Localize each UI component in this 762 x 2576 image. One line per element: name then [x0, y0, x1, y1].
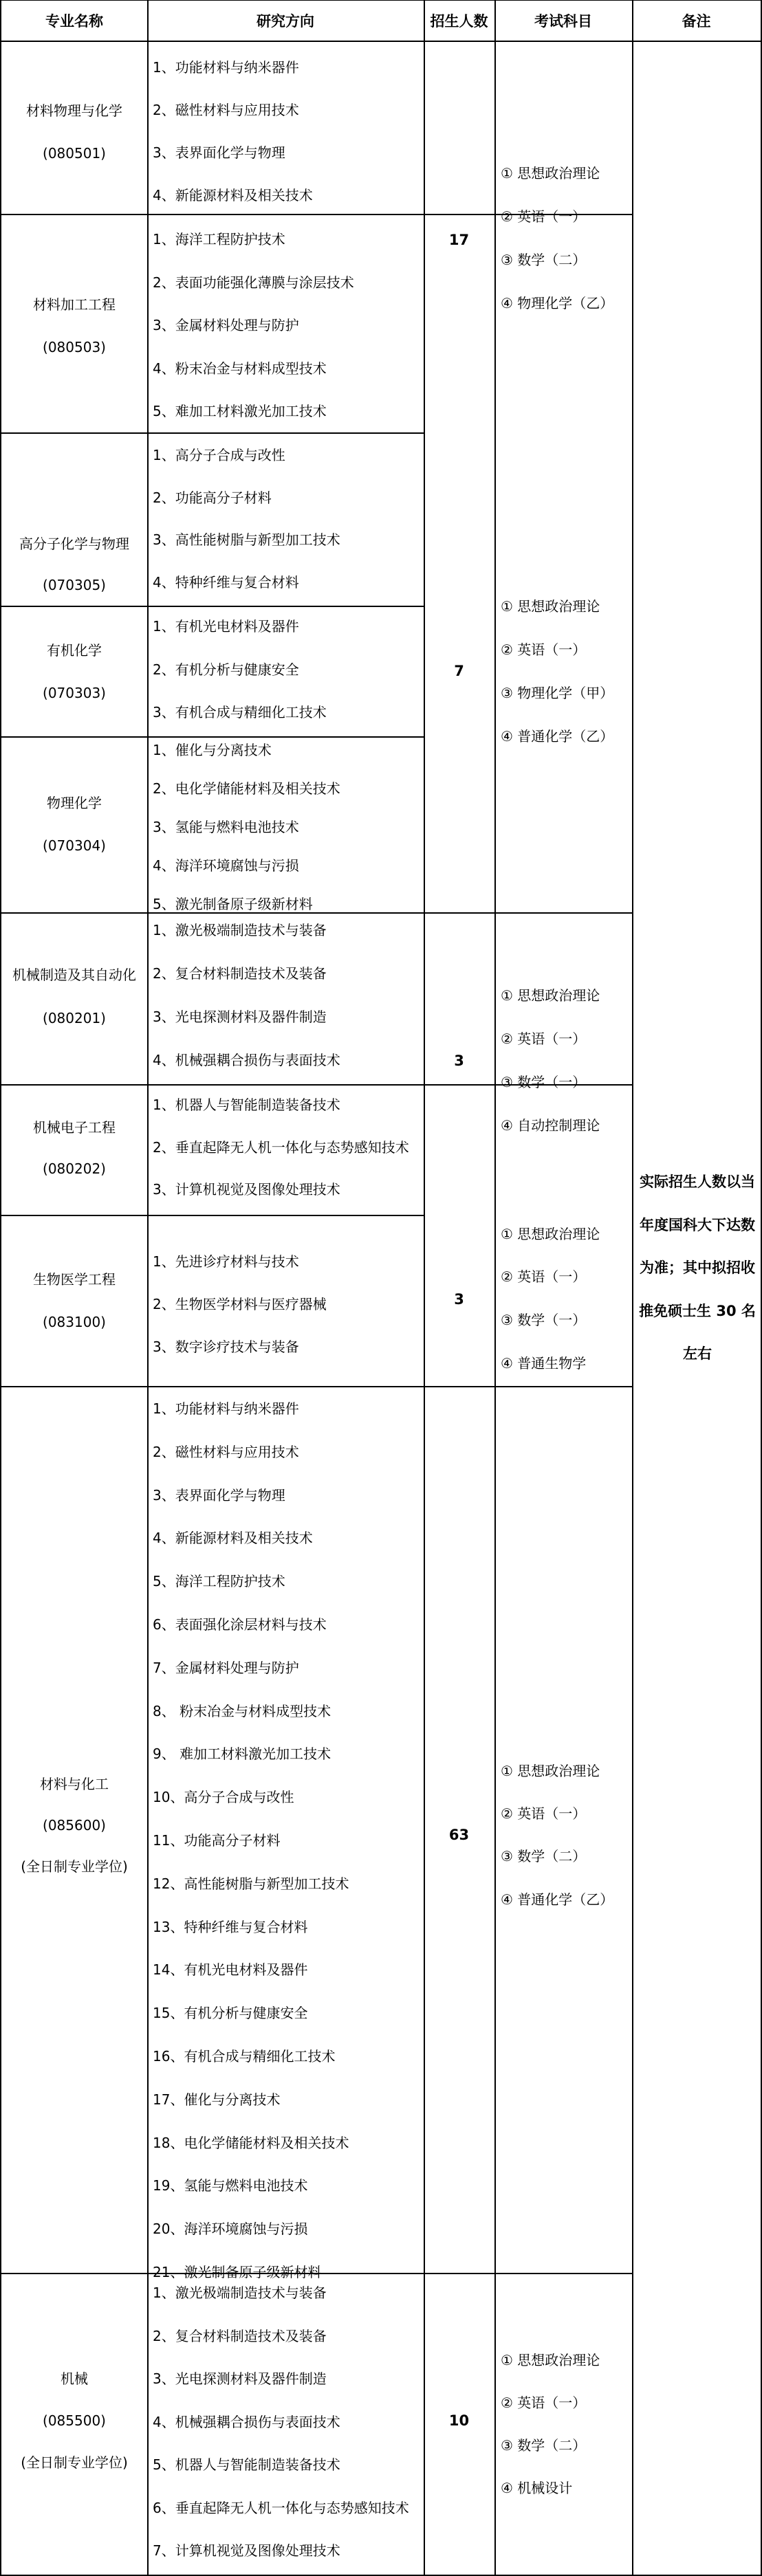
exam-subject: ① 思想政治理论	[501, 1763, 600, 1779]
research-direction-item: 2、表面功能强化薄膜与涂层技术	[153, 274, 354, 291]
quota-value: 3	[454, 1291, 464, 1308]
research-direction-item: 1、催化与分离技术	[153, 742, 272, 758]
research-direction-item: 1、有机光电材料及器件	[153, 618, 299, 635]
research-direction-item: 3、氢能与燃料电池技术	[153, 819, 299, 835]
grid-row-line	[0, 41, 762, 42]
research-direction-item: 3、有机合成与精细化工技术	[153, 704, 327, 720]
research-direction-item: 2、磁性材料与应用技术	[153, 1444, 299, 1460]
research-direction-item: 11、功能高分子材料	[153, 1832, 281, 1849]
major-code: (080501)	[43, 145, 106, 162]
research-direction-item: 1、功能材料与纳米器件	[153, 1400, 299, 1417]
remark-line: 为准；其中拟招收	[640, 1259, 755, 1276]
research-direction-item: 21、激光制备原子级新材料	[153, 2264, 322, 2280]
research-direction-item: 18、电化学储能材料及相关技术	[153, 2135, 349, 2151]
exam-subject: ② 英语（一）	[501, 1031, 587, 1047]
exam-subject: ③ 数学（一）	[501, 1312, 587, 1328]
remark-line: 实际招生人数以当	[640, 1174, 755, 1190]
major-name: 机械制造及其自动化	[12, 967, 136, 983]
header-quota: 招生人数	[430, 13, 488, 30]
exam-subject: ② 英语（一）	[501, 2395, 587, 2411]
header-direction: 研究方向	[257, 13, 314, 30]
research-direction-item: 6、表面强化涂层材料与技术	[153, 1616, 327, 1633]
research-direction-item: 3、数字诊疗技术与装备	[153, 1339, 299, 1355]
research-direction-item: 7、金属材料处理与防护	[153, 1660, 299, 1676]
exam-subject: ① 思想政治理论	[501, 2352, 600, 2368]
research-direction-item: 4、特种纤维与复合材料	[153, 574, 299, 591]
research-direction-item: 1、功能材料与纳米器件	[153, 59, 299, 76]
major-degree: (全日制专业学位)	[21, 1858, 128, 1875]
research-direction-item: 2、复合材料制造技术及装备	[153, 2328, 327, 2344]
major-code: (080202)	[43, 1160, 106, 1177]
major-code: (083100)	[43, 1314, 106, 1330]
grid-row-line	[1, 736, 424, 738]
research-direction-item: 3、高性能树脂与新型加工技术	[153, 531, 340, 548]
exam-subject: ④ 普通生物学	[501, 1355, 587, 1372]
major-name: 生物医学工程	[33, 1271, 116, 1288]
exam-subject: ② 英语（一）	[501, 1268, 587, 1285]
grid-column-line	[424, 0, 425, 2576]
quota-value: 7	[454, 663, 464, 679]
research-direction-item: 17、催化与分离技术	[153, 2091, 281, 2108]
research-direction-item: 2、功能高分子材料	[153, 489, 272, 506]
exam-subject: ③ 数学（二）	[501, 2437, 587, 2454]
research-direction-item: 3、金属材料处理与防护	[153, 317, 299, 333]
remark-line: 左右	[683, 1345, 712, 1362]
major-code: (070303)	[43, 685, 106, 701]
grid-row-line	[0, 0, 762, 1]
grid-column-line	[632, 0, 633, 2576]
research-direction-item: 2、生物医学材料与医疗器械	[153, 1296, 327, 1312]
major-name: 机械电子工程	[33, 1119, 116, 1136]
exam-subject: ③ 数学（二）	[501, 1848, 587, 1864]
research-direction-item: 5、海洋工程防护技术	[153, 1573, 285, 1589]
research-direction-item: 2、电化学储能材料及相关技术	[153, 780, 340, 797]
research-direction-item: 6、垂直起降无人机一体化与态势感知技术	[153, 2500, 409, 2516]
header-note: 备注	[682, 13, 711, 30]
major-name: 材料物理与化学	[26, 102, 122, 119]
major-name: 有机化学	[47, 642, 102, 659]
research-direction-item: 12、高性能树脂与新型加工技术	[153, 1875, 349, 1892]
research-direction-item: 15、有机分析与健康安全	[153, 2005, 308, 2021]
research-direction-item: 5、激光制备原子级新材料	[153, 896, 313, 912]
research-direction-item: 5、难加工材料激光加工技术	[153, 403, 327, 419]
grid-row-line	[1, 606, 424, 607]
exam-subject: ④ 机械设计	[501, 2480, 573, 2496]
remark-line: 推免硕士生 30 名	[639, 1303, 756, 1319]
quota-value: 63	[448, 1827, 470, 1843]
major-name: 物理化学	[47, 795, 102, 811]
research-direction-item: 3、光电探测材料及器件制造	[153, 1009, 327, 1025]
exam-subject: ① 思想政治理论	[501, 1226, 600, 1242]
grid-row-line	[1, 432, 424, 434]
research-direction-item: 8、 粉末冶金与材料成型技术	[153, 1703, 331, 1719]
research-direction-item: 16、有机合成与精细化工技术	[153, 2048, 336, 2065]
remark-line: 年度国科大下达数	[640, 1217, 755, 1233]
major-code: (070304)	[43, 837, 106, 854]
research-direction-item: 5、机器人与智能制造装备技术	[153, 2456, 340, 2473]
exam-subject: ① 思想政治理论	[501, 598, 600, 615]
grid-row-line	[1, 1215, 424, 1216]
exam-subject: ② 英语（一）	[501, 641, 587, 658]
major-name: 材料与化工	[40, 1776, 109, 1792]
exam-subject: ③ 数学（一）	[501, 1074, 587, 1090]
research-direction-item: 20、海洋环境腐蚀与污损	[153, 2221, 308, 2237]
research-direction-item: 4、海洋环境腐蚀与污损	[153, 857, 299, 874]
major-name: 机械	[61, 2370, 88, 2387]
research-direction-item: 7、计算机视觉及图像处理技术	[153, 2542, 340, 2559]
research-direction-item: 4、粉末冶金与材料成型技术	[153, 360, 327, 377]
research-direction-item: 1、海洋工程防护技术	[153, 231, 285, 247]
major-code: (080503)	[43, 339, 106, 355]
major-code: (080201)	[43, 1010, 106, 1026]
research-direction-item: 9、 难加工材料激光加工技术	[153, 1746, 331, 1762]
research-direction-item: 2、垂直起降无人机一体化与态势感知技术	[153, 1139, 409, 1156]
research-direction-item: 2、有机分析与健康安全	[153, 661, 299, 678]
research-direction-item: 1、机器人与智能制造装备技术	[153, 1097, 340, 1113]
exam-subject: ① 思想政治理论	[501, 987, 600, 1004]
major-name: 材料加工工程	[33, 296, 116, 313]
quota-value: 10	[448, 2412, 470, 2429]
research-direction-item: 2、磁性材料与应用技术	[153, 102, 299, 118]
major-code: (085500)	[43, 2412, 106, 2429]
research-direction-item: 2、复合材料制造技术及装备	[153, 965, 327, 982]
exam-subject: ② 英语（一）	[501, 208, 587, 225]
exam-subject: ③ 物理化学（甲）	[501, 685, 614, 701]
research-direction-item: 13、特种纤维与复合材料	[153, 1919, 308, 1935]
research-direction-item: 3、计算机视觉及图像处理技术	[153, 1181, 340, 1198]
research-direction-item: 4、新能源材料及相关技术	[153, 1530, 313, 1546]
research-direction-item: 4、机械强耦合损伤与表面技术	[153, 1052, 340, 1068]
research-direction-item: 1、高分子合成与改性	[153, 447, 285, 463]
research-direction-item: 10、高分子合成与改性	[153, 1789, 294, 1805]
exam-subject: ② 英语（一）	[501, 1805, 587, 1822]
research-direction-item: 1、先进诊疗材料与技术	[153, 1253, 299, 1270]
grid-column-line	[494, 0, 496, 2576]
research-direction-item: 1、激光极端制造技术与装备	[153, 922, 327, 938]
research-direction-item: 3、表界面化学与物理	[153, 1487, 285, 1504]
major-name: 高分子化学与物理	[19, 536, 129, 552]
quota-value: 17	[448, 232, 470, 248]
exam-subject: ③ 数学（二）	[501, 252, 587, 268]
grid-row-line	[0, 1386, 632, 1387]
exam-subject: ① 思想政治理论	[501, 165, 600, 181]
major-code: (070305)	[43, 577, 106, 593]
header-exam: 考试科目	[534, 13, 592, 30]
research-direction-item: 3、表界面化学与物理	[153, 144, 285, 161]
header-major: 专业名称	[45, 13, 103, 30]
research-direction-item: 19、氢能与燃料电池技术	[153, 2177, 308, 2194]
exam-subject: ④ 物理化学（乙）	[501, 295, 614, 311]
major-degree: (全日制专业学位)	[21, 2454, 128, 2471]
research-direction-item: 4、机械强耦合损伤与表面技术	[153, 2414, 340, 2430]
exam-subject: ④ 普通化学（乙）	[501, 1891, 614, 1908]
exam-subject: ④ 自动控制理论	[501, 1117, 600, 1134]
research-direction-item: 4、新能源材料及相关技术	[153, 187, 313, 203]
major-code: (085600)	[43, 1817, 106, 1834]
research-direction-item: 3、光电探测材料及器件制造	[153, 2370, 327, 2387]
research-direction-item: 1、激光极端制造技术与装备	[153, 2285, 327, 2301]
exam-subject: ④ 普通化学（乙）	[501, 728, 614, 745]
research-direction-item: 14、有机光电材料及器件	[153, 1961, 308, 1978]
grid-column-line	[147, 0, 149, 2576]
quota-value: 3	[454, 1053, 464, 1069]
